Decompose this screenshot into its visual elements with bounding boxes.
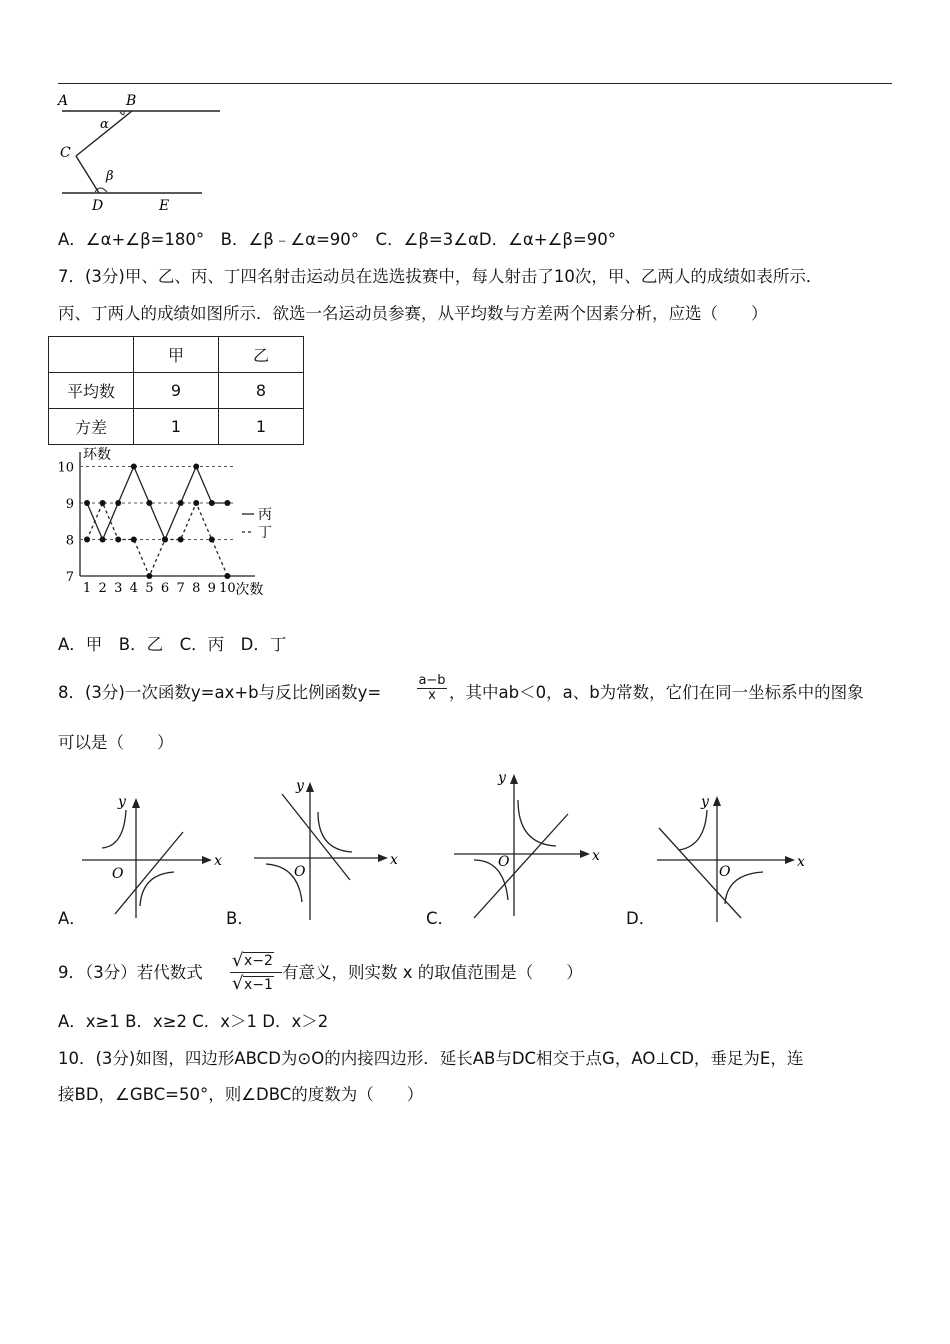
q8-stem-a: 8．(3分)一次函数y=ax+b与反比例函数y= (58, 683, 382, 702)
q9-options: A．x≥1 B．x≥2 C．x＞1 D．x＞2 (58, 1012, 329, 1031)
q10-stem-line2: 接BD，∠GBC=50°，则∠DBC的度数为（ ） (58, 1085, 424, 1104)
data-point (209, 537, 215, 543)
x-tick-label: 10 (219, 581, 236, 596)
data-point (178, 500, 184, 506)
data-point (224, 500, 230, 506)
legend-label: 丁 (258, 525, 272, 541)
axis-y-label: y (498, 770, 506, 786)
label-B: B (126, 93, 137, 109)
q8-stem-b: ，其中ab＜0，a、b为常数，它们在同一坐标系中的图象 (449, 683, 864, 702)
origin-label: O (719, 864, 731, 880)
x-tick-label: 6 (160, 581, 170, 596)
q10-stem-line1: 10．(3分)如图，四边形ABCD为⊙O的内接四边形．延长AB与DC相交于点G，AO⊥CD，垂足为E，连 (58, 1049, 804, 1068)
label-D: D (92, 198, 104, 214)
q8-graph-d (655, 788, 810, 928)
q7-score-table (48, 336, 304, 445)
data-point (115, 500, 121, 506)
data-point (100, 500, 106, 506)
x-tick-label: 9 (207, 581, 216, 596)
table-cell: 9 (134, 373, 219, 409)
table-row (49, 373, 304, 409)
q8-option-b: B． (226, 909, 254, 928)
radical-sign-icon: √ (232, 973, 244, 994)
data-point (84, 500, 90, 506)
table-cell: 8 (219, 373, 304, 409)
table-header-cell (49, 337, 134, 373)
origin-label: O (294, 864, 306, 880)
data-point (146, 500, 152, 506)
origin-label: O (498, 854, 510, 870)
q9-denominator: x−1 (244, 977, 273, 993)
q6-parallel-lines-figure (52, 88, 232, 214)
axis-x-label: x (214, 853, 222, 869)
q7-stem-line1: 7．(3分)甲、乙、丙、丁四名射击运动员在选选拔赛中，每人射击了10次，甲、乙两人的成绩如表所示． (58, 267, 823, 286)
table-row (49, 409, 304, 445)
q9-stem-a: 9．（3分）若代数式 (58, 963, 203, 982)
y-tick-label: 7 (65, 570, 74, 585)
q8-stem-line2: 可以是（ ） (58, 733, 174, 752)
q6-options: A．∠α+∠β=180° B．∠β﹣∠α=90° C．∠β=3∠αD．∠α+∠β=90° (58, 230, 616, 249)
q8-option-d: D． (626, 909, 656, 928)
data-point (146, 573, 152, 579)
table-cell: 平均数 (49, 373, 134, 409)
data-point (178, 537, 184, 543)
x-tick-label: 4 (129, 581, 138, 596)
axis-y-label: y (118, 794, 126, 810)
q7-line-chart (50, 446, 290, 602)
q9-numerator: x−2 (244, 953, 273, 969)
axis-y-label: y (296, 778, 304, 794)
data-point (209, 500, 215, 506)
data-point (193, 500, 199, 506)
q9-radical-fraction (230, 950, 282, 995)
q8-frac-num: a−b (418, 673, 446, 688)
x-tick-label: 5 (145, 581, 154, 596)
y-axis-label: 环数 (83, 447, 111, 463)
axis-x-label: x (390, 852, 398, 868)
data-point (224, 573, 230, 579)
x-tick-label: 3 (114, 581, 123, 596)
y-tick-label: 9 (65, 497, 74, 512)
q8-option-a: A． (58, 909, 86, 928)
x-axis-label: 次数 (235, 582, 264, 598)
data-point (193, 464, 199, 470)
label-C: C (60, 145, 71, 161)
label-alpha: α (100, 117, 109, 132)
q9-stem-b: 有意义，则实数 x 的取值范围是（ ） (282, 963, 583, 982)
data-point (162, 537, 168, 543)
data-point (131, 537, 137, 543)
q8-graph-a (80, 790, 225, 920)
x-tick-label: 8 (192, 581, 201, 596)
x-tick-label: 7 (176, 581, 185, 596)
axis-x-label: x (592, 848, 600, 864)
x-tick-label: 2 (98, 581, 107, 596)
axis-y-label: y (701, 794, 709, 810)
q8-graph-c (452, 766, 607, 921)
data-point (100, 537, 106, 543)
q8-graph-b (252, 772, 402, 922)
label-beta: β (106, 169, 114, 184)
label-A: A (58, 93, 69, 109)
q8-fraction (417, 674, 447, 703)
table-header-cell: 乙 (219, 337, 304, 373)
table-header-cell: 甲 (134, 337, 219, 373)
top-rule (58, 83, 892, 84)
data-point (131, 464, 137, 470)
y-tick-label: 10 (57, 460, 74, 476)
table-cell: 方差 (49, 409, 134, 445)
legend-label: 丙 (258, 507, 272, 523)
label-E: E (159, 198, 170, 214)
table-cell: 1 (134, 409, 219, 445)
q8-option-c: C． (426, 909, 455, 928)
data-point (84, 537, 90, 543)
table-header-row (49, 337, 304, 373)
data-point (115, 537, 121, 543)
q7-stem-line2: 丙、丁两人的成绩如图所示．欲选一名运动员参赛，从平均数与方差两个因素分析，应选（ ） (58, 304, 768, 323)
axis-x-label: x (797, 854, 805, 870)
table-cell: 1 (219, 409, 304, 445)
radical-sign-icon: √ (232, 950, 244, 971)
q7-options: A．甲 B．乙 C．丙 D．丁 (58, 635, 287, 654)
origin-label: O (112, 866, 124, 882)
q8-frac-den: x (428, 688, 436, 703)
x-tick-label: 1 (82, 581, 92, 596)
y-tick-label: 8 (65, 533, 74, 549)
